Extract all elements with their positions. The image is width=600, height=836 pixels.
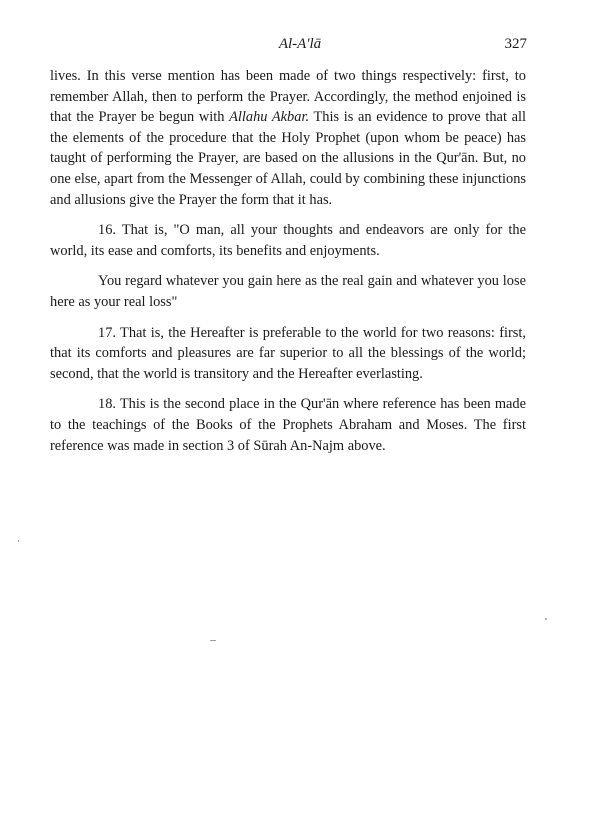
paragraph-continuation xyxy=(50,66,526,210)
note-16-continued: You regard whatever you gain here as the real gain and whatever you lose here as your real loss" xyxy=(50,273,526,310)
note-18: 18. This is the second place in the Qur'ān where reference has been made to the teachings of the Books of the Prophets Abraham and Moses. The first reference was made in section 3 of Sūrah An-Najm above. xyxy=(50,396,526,454)
scan-speck xyxy=(545,618,547,620)
emphasis-text: Allahu Akbar. xyxy=(229,109,310,126)
running-title: Al-A'lā xyxy=(278,36,322,52)
scan-speck xyxy=(18,540,19,542)
paragraph-text: lives. In this verse mention has been made of two things respectively: first, to remember Allah, then to perform the Prayer. Accordingly, the method enjoined is that the Prayer be begun with xyxy=(50,68,526,126)
page-number: 327 xyxy=(504,36,527,52)
paragraph-text: This is an evidence to prove that all the elements of the procedure that the Holy Prophet (upon whom be peace) has taught of performing the Prayer, are based on the allusions in the Qur'ān. But, no one else, apart from the Messenger of Allah, could by combining these injunctions and allusions give the Prayer the form that it has. xyxy=(50,109,527,208)
note-16: 16. That is, "O man, all your thoughts and endeavors are only for the world, its ease and comforts, its benefits and enjoyments. xyxy=(50,222,526,259)
running-head xyxy=(0,36,600,56)
scan-speck xyxy=(210,640,216,641)
note-17: 17. That is, the Hereafter is preferable to the world for two reasons: first, that its comforts and pleasures are far superior to all the blessings of the world; second, that the world is transitory and the Hereafter everlasting. xyxy=(50,324,526,382)
body-text xyxy=(50,66,526,456)
